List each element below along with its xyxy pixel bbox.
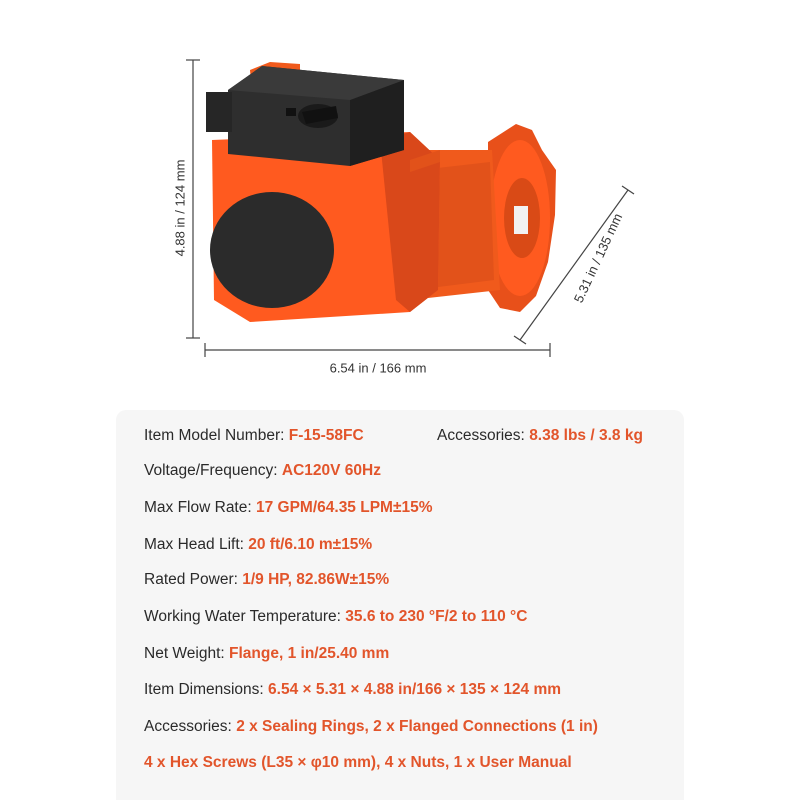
spec-label: Rated Power: xyxy=(144,571,238,588)
spec-net-weight xyxy=(144,644,389,664)
spec-value: 2 x Sealing Rings, 2 x Flanged Connections (1 in) xyxy=(236,718,598,735)
spec-label: Working Water Temperature: xyxy=(144,608,341,625)
pump-body xyxy=(206,62,556,322)
spec-accessories-weight xyxy=(437,426,643,446)
spec-value: AC120V 60Hz xyxy=(281,462,381,479)
spec-model-number xyxy=(144,426,364,446)
spec-label: Item Dimensions: xyxy=(144,681,264,698)
spec-label: Voltage/Frequency: xyxy=(144,462,278,479)
spec-value: 1/9 HP, 82.86W±15% xyxy=(242,571,390,588)
spec-value: 35.6 to 230 °F/2 to 110 °C xyxy=(345,608,528,625)
spec-value: F-15-58FC xyxy=(288,427,364,444)
spec-label: Max Head Lift: xyxy=(144,536,244,553)
spec-rated-power xyxy=(144,570,389,590)
spec-accessories-continued: 4 x Hex Screws (L35 × φ10 mm), 4 x Nuts, 1 x User Manual xyxy=(144,754,572,771)
spec-label: Item Model Number: xyxy=(144,427,285,444)
spec-value: 17 GPM/64.35 LPM±15% xyxy=(255,499,433,516)
spec-label: Accessories: xyxy=(437,427,525,444)
spec-label: Max Flow Rate: xyxy=(144,499,252,516)
spec-label: Accessories: xyxy=(144,718,232,735)
spec-item-dimensions xyxy=(144,680,561,700)
spec-flow-rate xyxy=(144,498,433,518)
spec-value: 8.38 lbs / 3.8 kg xyxy=(529,427,643,444)
spec-accessories xyxy=(144,717,598,737)
spec-value: 20 ft/6.10 m±15% xyxy=(248,536,373,553)
spec-voltage xyxy=(144,461,381,481)
spec-value: 6.54 × 5.31 × 4.88 in/166 × 135 × 124 mm xyxy=(268,681,562,698)
width-dimension-label: 6.54 in / 166 mm xyxy=(329,360,427,376)
depth-dimension-label: 5.31 in / 135 mm xyxy=(570,210,626,306)
height-dimension-label: 4.88 in / 124 mm xyxy=(172,159,188,257)
spec-value: Flange, 1 in/25.40 mm xyxy=(229,645,390,662)
spec-head-lift xyxy=(144,535,372,555)
spec-label: Net Weight: xyxy=(144,645,225,662)
spec-water-temperature xyxy=(144,607,527,627)
